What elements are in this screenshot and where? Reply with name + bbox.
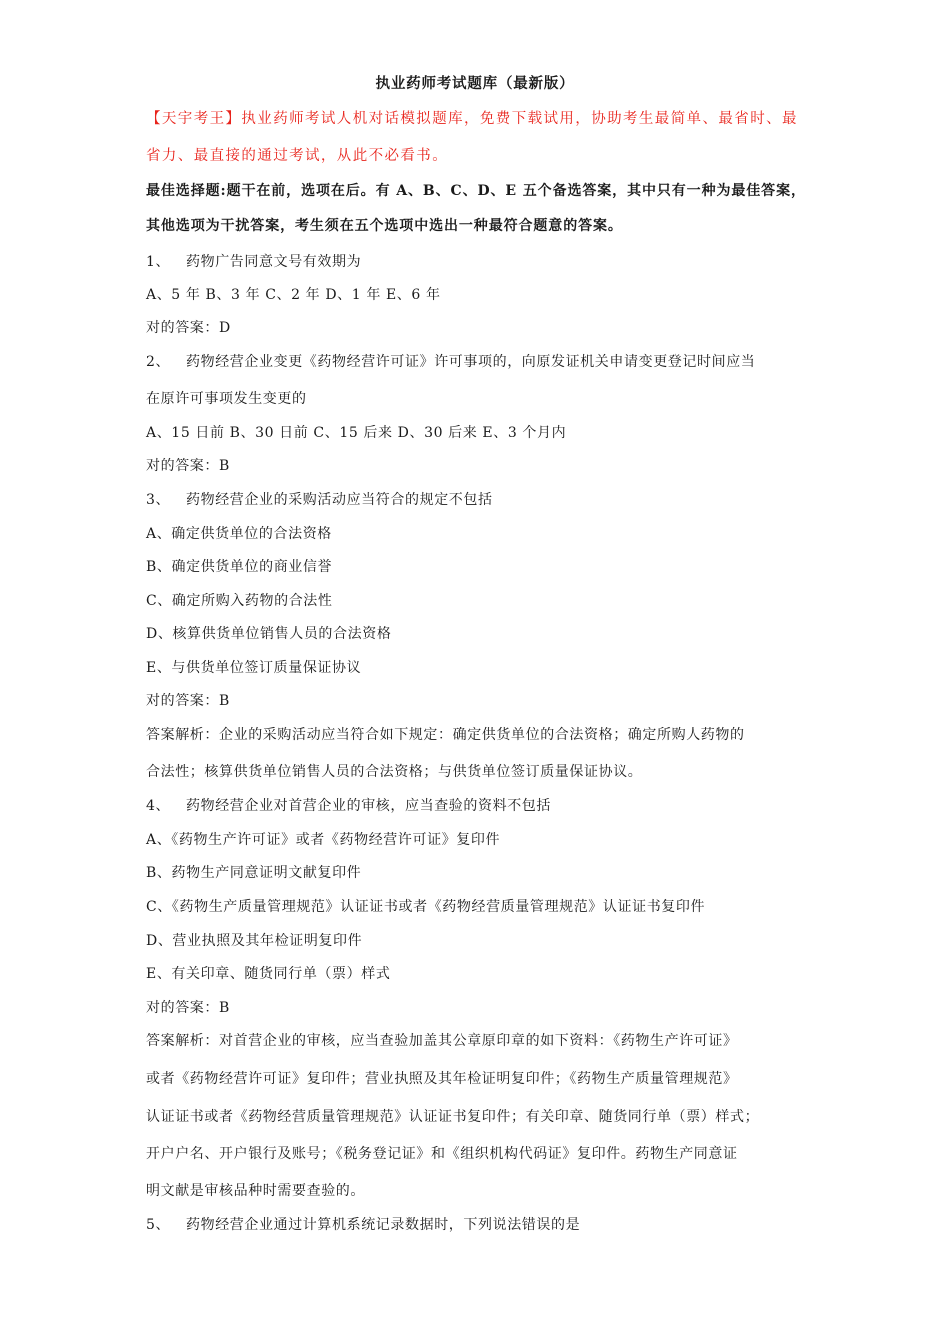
question-2-stem [146,353,755,371]
question-2-answer: 对的答案：B [146,458,230,474]
question-4-answer: 对的答案：B [146,1000,230,1016]
question-4-stem [146,797,551,815]
question-4-analysis-3: 认证证书或者《药物经营质量管理规范》认证证书复印件；有关印章、随货同行单（票）样式； [146,1109,760,1125]
promo-line-2: 省力、最直接的通过考试，从此不必看书。 [146,148,449,164]
question-3-stem [146,491,493,509]
question-stem: 药物经营企业变更《药物经营许可证》许可事项的，向原发证机关申请变更登记时间应当 [186,354,756,370]
instructions-line-1: 最佳选择题:题干在前，选项在后。有 A、B、C、D、E 五个备选答案，其中只有一种为最佳答案， [146,183,806,199]
question-3-option-c: C、确定所购入药物的合法性 [146,593,333,609]
question-4-option-a: A、《药物生产许可证》或者《药物经营许可证》复印件 [146,832,501,848]
question-stem: 药物经营企业对首营企业的审核，应当查验的资料不包括 [186,798,551,814]
question-1-answer: 对的答案：D [146,320,231,336]
question-3-option-e: E、与供货单位签订质量保证协议 [146,660,362,676]
question-4-option-b: B、药物生产同意证明文献复印件 [146,865,362,881]
promo-line-1: 【天宇考王】执业药师考试人机对话模拟题库，免费下载试用，协助考生最简单、最省时、最 [146,111,798,127]
question-3-analysis-2: 合法性；核算供货单位销售人员的合法资格；与供货单位签订质量保证协议。 [146,764,643,780]
question-stem: 药物经营企业的采购活动应当符合的规定不包括 [186,492,493,508]
question-number: 1、 [146,254,171,270]
question-4-analysis-1: 答案解析：对首营企业的审核，应当查验加盖其公章原印章的如下资料：《药物生产许可证》 [146,1033,738,1049]
question-number: 4、 [146,798,171,814]
question-3-option-a: A、确定供货单位的合法资格 [146,526,332,542]
question-1-options: A、5 年 B、3 年 C、2 年 D、1 年 E、6 年 [146,287,441,303]
question-3-answer: 对的答案：B [146,693,230,709]
question-stem: 药物广告同意文号有效期为 [186,254,362,270]
question-1-stem [146,253,361,271]
question-3-option-b: B、确定供货单位的商业信誉 [146,559,333,575]
question-2-options: A、15 日前 B、30 日前 C、15 后来 D、30 后来 E、3 个月内 [146,425,567,441]
question-3-option-d: D、核算供货单位销售人员的合法资格 [146,626,392,642]
question-number: 3、 [146,492,171,508]
question-number: 2、 [146,354,171,370]
question-4-analysis-4: 开户户名、开户银行及账号；《税务登记证》和《组织机构代码证》复印件。药物生产同意证 [146,1146,738,1162]
question-4-option-e: E、有关印章、随货同行单（票）样式 [146,966,391,982]
question-stem: 药物经营企业通过计算机系统记录数据时，下列说法错误的是 [186,1217,581,1233]
question-4-analysis-5: 明文献是审核品种时需要查验的。 [146,1183,365,1199]
question-2-stem-cont: 在原许可事项发生变更的 [146,391,307,407]
question-4-option-d: D、营业执照及其年检证明复印件 [146,933,363,949]
question-3-analysis-1: 答案解析：企业的采购活动应当符合如下规定：确定供货单位的合法资格；确定所购人药物的 [146,727,745,743]
page-title: 执业药师考试题库（最新版） [375,75,575,92]
instructions-line-2: 其他选项为干扰答案，考生须在五个选项中选出一种最符合题意的答案。 [146,218,623,234]
question-number: 5、 [146,1217,171,1233]
question-5-stem [146,1216,580,1234]
question-4-analysis-2: 或者《药物经营许可证》复印件；营业执照及其年检证明复印件；《药物生产质量管理规范》 [146,1071,738,1087]
question-4-option-c: C、《药物生产质量管理规范》认证证书或者《药物经营质量管理规范》认证证书复印件 [146,899,706,915]
